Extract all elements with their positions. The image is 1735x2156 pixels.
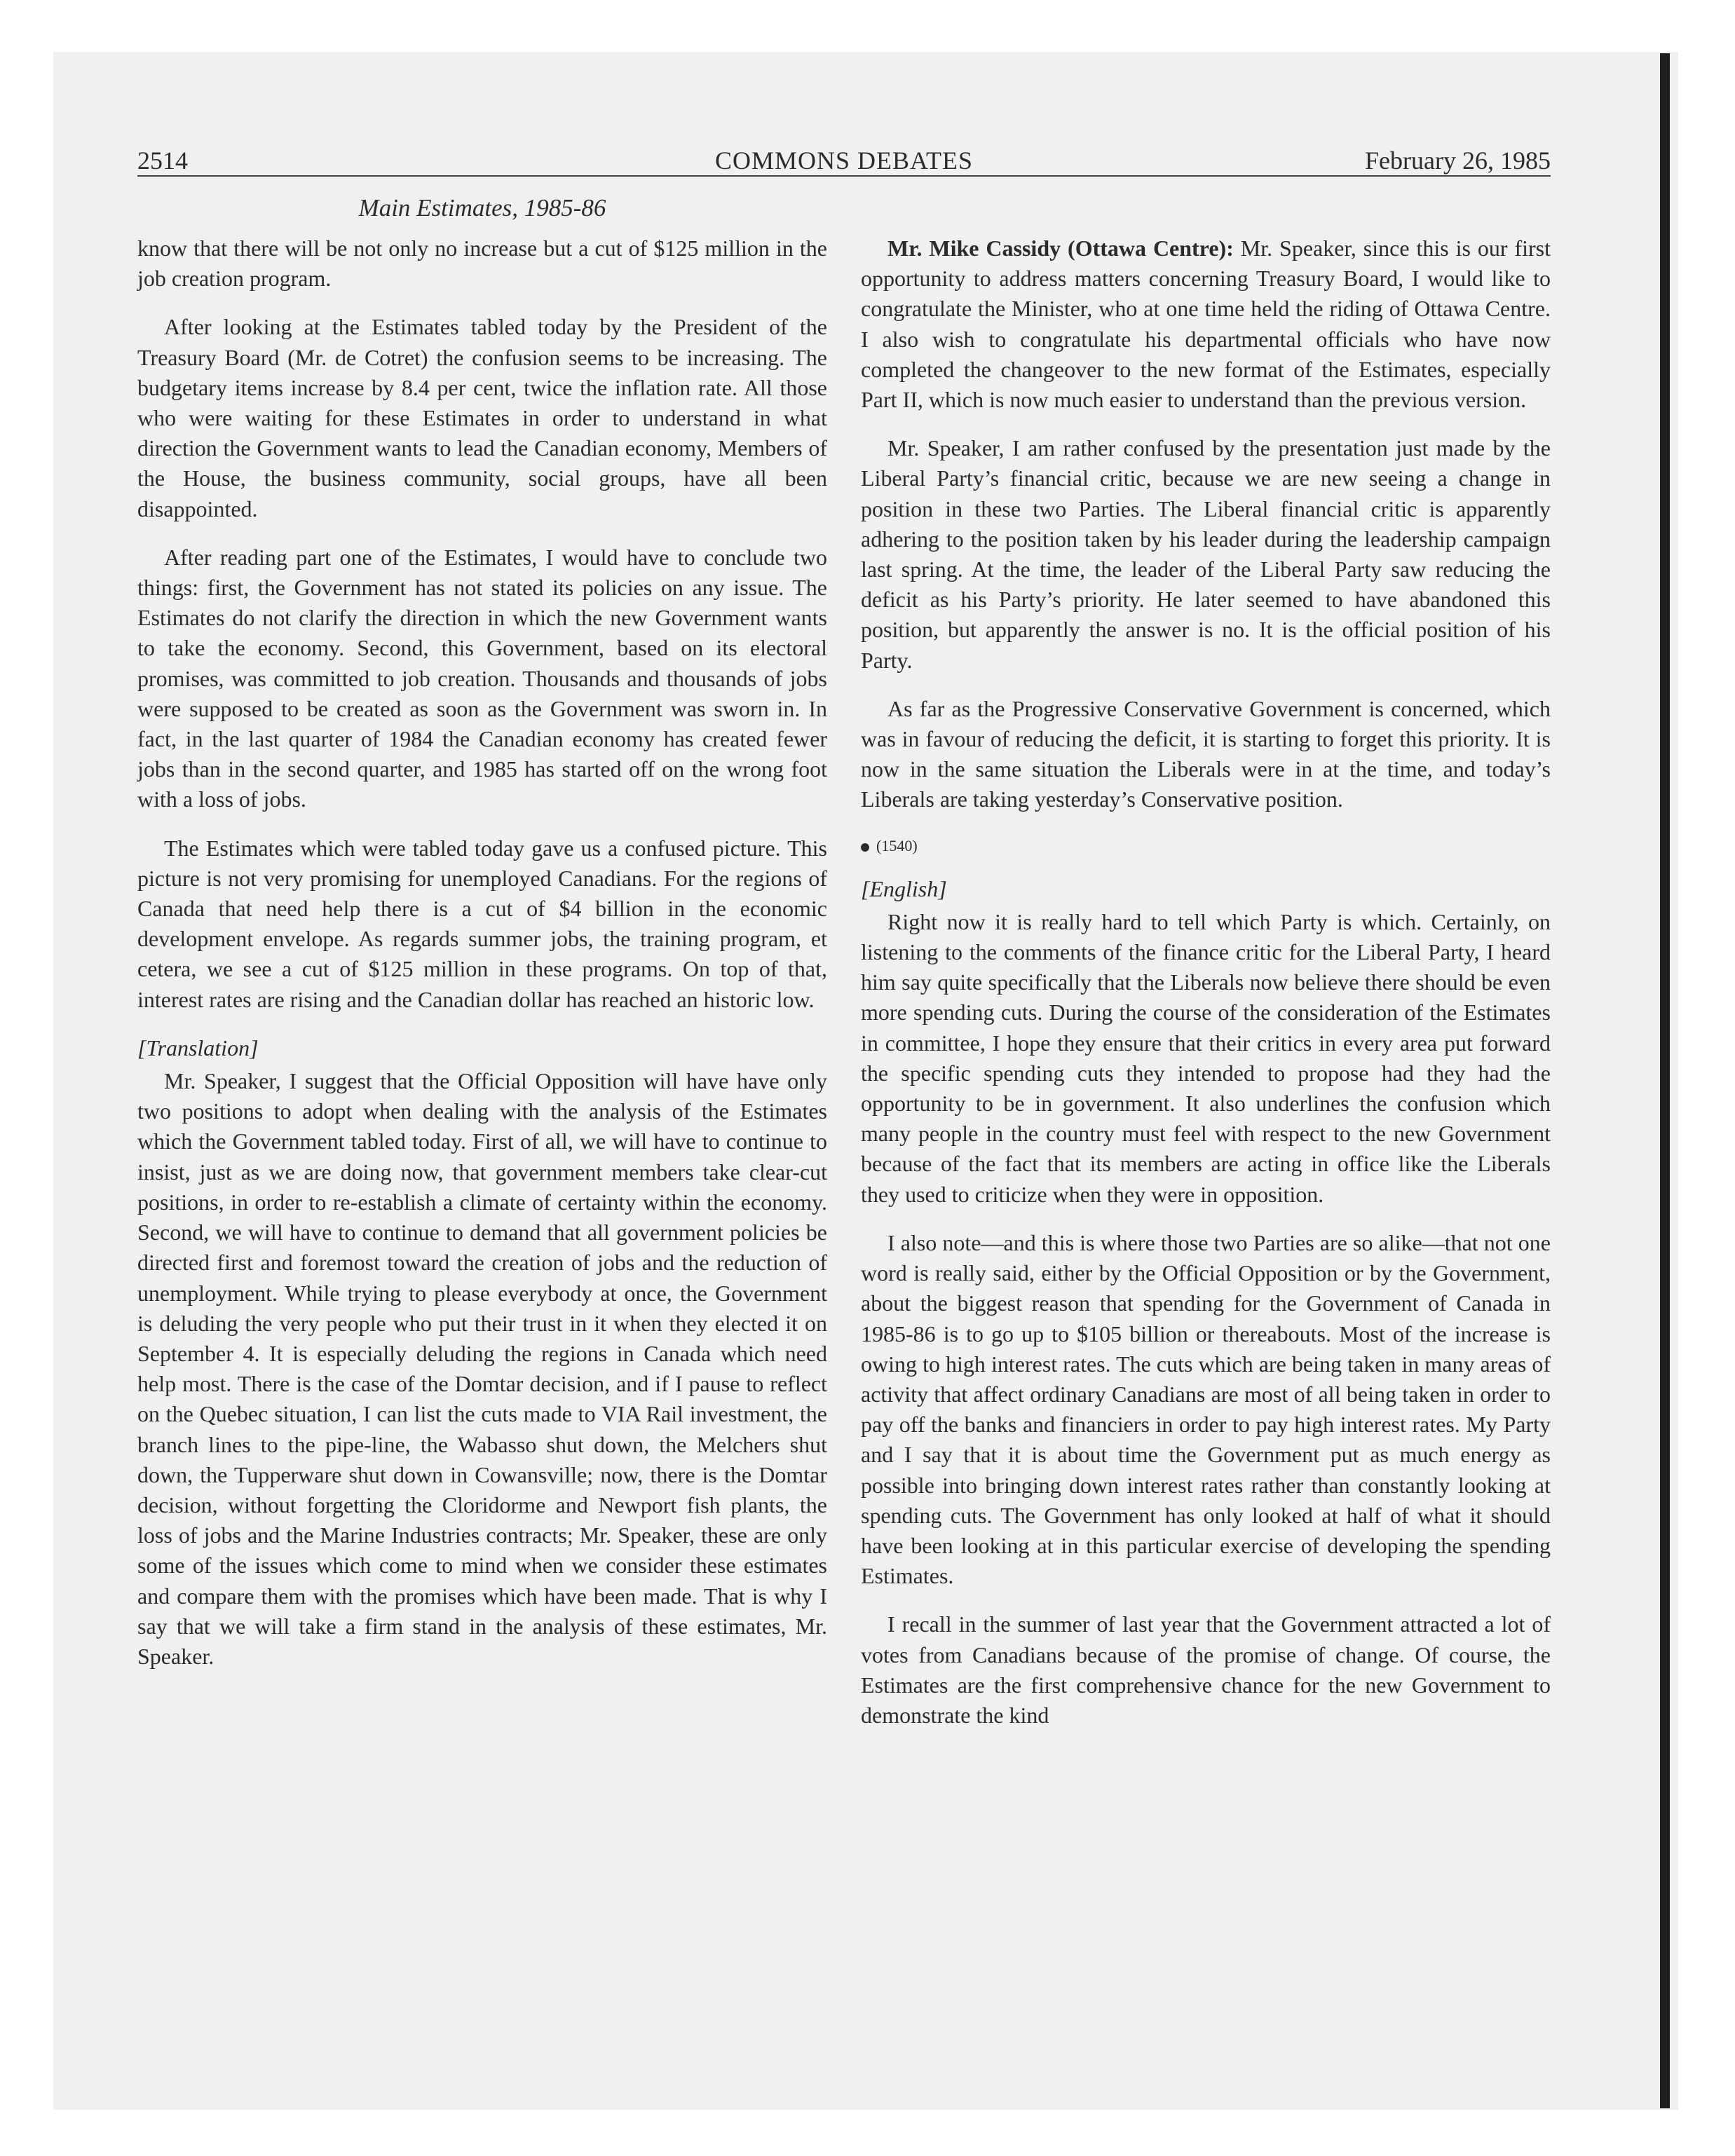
paragraph: The Estimates which were tabled today gave us a confused picture. This picture is not very promising for unemployed Canadians. For the regions of Canada that need help there is a cut of $4 billion in the economic development envelope. As regards summer jobs, the training program, et cetera, we see a cut of $125 million in these programs. On top of that, interest rates are rising and the Canadian dollar has reached an historic low. [137,835,827,1012]
page-number: 2514 [137,146,188,175]
paragraph-text: Mr. Speaker, since this is our first opportunity to address matters concerning Treasury Board, I would like to congratulate the Minister, who at one time held the riding of Ottawa Centre. I also wish to congratulate his departmental officials who have now completed the changeover to the new format of the Estimates, especially Part II, which is now much easier to understand than the previous version. [861,236,1551,413]
right-column [861,233,1551,1749]
paragraph: Mr. Speaker, I suggest that the Official Opposition will have have only two positions to adopt when dealing with the analysis of the Estimates which the Government tabled today. First of all, we will have to continue to insist, just as we are doing now, that government members take clear-cut positions, in order to re-establish a climate of certainty within the economy. Second, we will have to continue to demand that all government policies be directed first and foremost toward the creation of jobs and the reduction of unemployment. While trying to please everybody at once, the Government is deluding the very people who put their trust in it when they elected it on September 4. It is especially deluding the regions in Canada which need help most. There is the case of the Domtar decision, and if I pause to reflect on the Quebec situation, I can list the cuts made to VIA Rail investment, the branch lines to the pipe-line, the Wabasso shut down, the Melchers shut down, the Tupperware shut down in Cowansville; now, there is the Domtar decision, without forgetting the Cloridorme and Newport fish plants, the loss of jobs and the Marine Industries contracts; Mr. Speaker, these are only some of the issues which come to mind when we consider these estimates and compare them with the promises which have been made. That is why I say that we will take a firm stand in the analysis of these estimates, Mr. Speaker. [137,1068,827,1669]
paragraph: I also note—and this is where those two Parties are so alike—that not one word is really said, either by the Official Opposition or by the Government, about the biggest reason that spending for the Government of Canada in 1985-86 is to go up to $105 billion or thereabouts. Most of the increase is owing to high interest rates. The cuts which are being taken in many areas of activity that affect ordinary Canadians are most of all being taken in order to pay off the banks and financiers in order to pay high interest rates. My Party and I say that it is about time the Government put as much energy as possible into bringing down interest rates rather than constantly looking at spending cuts. The Government has only looked at half of what it should have been looking at in this particular exercise of developing the spending Estimates. [861,1229,1551,1589]
paragraph: After looking at the Estimates tabled today by the President of the Treasury Board (Mr. de Cotret) the confusion seems to be increasing. The budgetary items increase by 8.4 per cent, twice the inflation rate. All those who were waiting for these Estimates in order to understand in what direction the Government wants to lead the Canadian economy, Members of the House, the business community, social groups, have all been disappointed. [137,314,827,521]
page-header [137,144,1551,177]
publication-title: COMMONS DEBATES [714,146,974,175]
page-date: February 26, 1985 [1365,146,1551,175]
paragraph: Mr. Speaker, I am rather confused by the presentation just made by the Liberal Party’s financial critic, because we are new seeing a change in position in these two Parties. The Liberal financial critic is apparently adhering to the position taken by his leader during the leadership campaign last spring. At the time, the leader of the Liberal Party saw reducing the deficit as his Party’s priority. He later seemed to have abandoned this position, but apparently the answer is no. It is the official position of his Party. [861,435,1551,673]
time-marker [861,833,1551,859]
paragraph: As far as the Progressive Conservative Government is concerned, which was in favour of reducing the deficit, it is starting to forget this priority. It is now in the same situation the Liberals were in at the time, and today’s Liberals are taking yesterday’s Conservative position. [861,695,1551,812]
header-rule [137,175,1551,177]
time-marker-text: (1540) [876,836,918,854]
bullet-icon [861,843,869,852]
paragraph: I recall in the summer of last year that the Government attracted a lot of votes from Canadians because of the promise of change. Of course, the Estimates are the first comprehensive chance for the new Government to demonstrate the kind [861,1611,1551,1728]
paragraph [861,233,1551,415]
section-subhead: Main Estimates, 1985-86 [358,194,606,221]
scan-edge-bar [1660,53,1670,2108]
speaker-name: Mr. Mike Cassidy (Ottawa Centre): [887,236,1234,261]
paragraph: Right now it is really hard to tell which Party is which. Certainly, on listening to the comments of the finance critic for the Liberal Party, I heard him say quite specifically that the Liberals now believe there should be even more spending cuts. During the course of the consideration of the Estimates in committee, I hope they ensure that their critics in every area put forward the specific spending cuts they intended to propose had they had the opportunity to be in government. It also underlines the confusion which many people in the country must feel with respect to the new Government because of the fact that its members are acting in office like the Liberals they used to criticize when they were in opposition. [861,908,1551,1207]
paragraph: After reading part one of the Estimates, I would have to conclude two things: first, the Government has not stated its policies on any issue. The Estimates do not clarify the direction in which the new Government wants to take the economy. Second, this Government, based on its electoral promises, was committed to job creation. Thousands and thousands of jobs were supposed to be created as soon as the Government was sworn in. In fact, in the last quarter of 1984 the Canadian economy has created fewer jobs than in the second quarter, and 1985 has started off on the wrong foot with a loss of jobs. [137,544,827,812]
paragraph: know that there will be not only no increase but a cut of $125 million in the job creation program. [137,236,827,292]
language-marker: [Translation] [137,1035,259,1060]
language-marker: [English] [861,875,947,901]
left-column [137,233,827,1690]
